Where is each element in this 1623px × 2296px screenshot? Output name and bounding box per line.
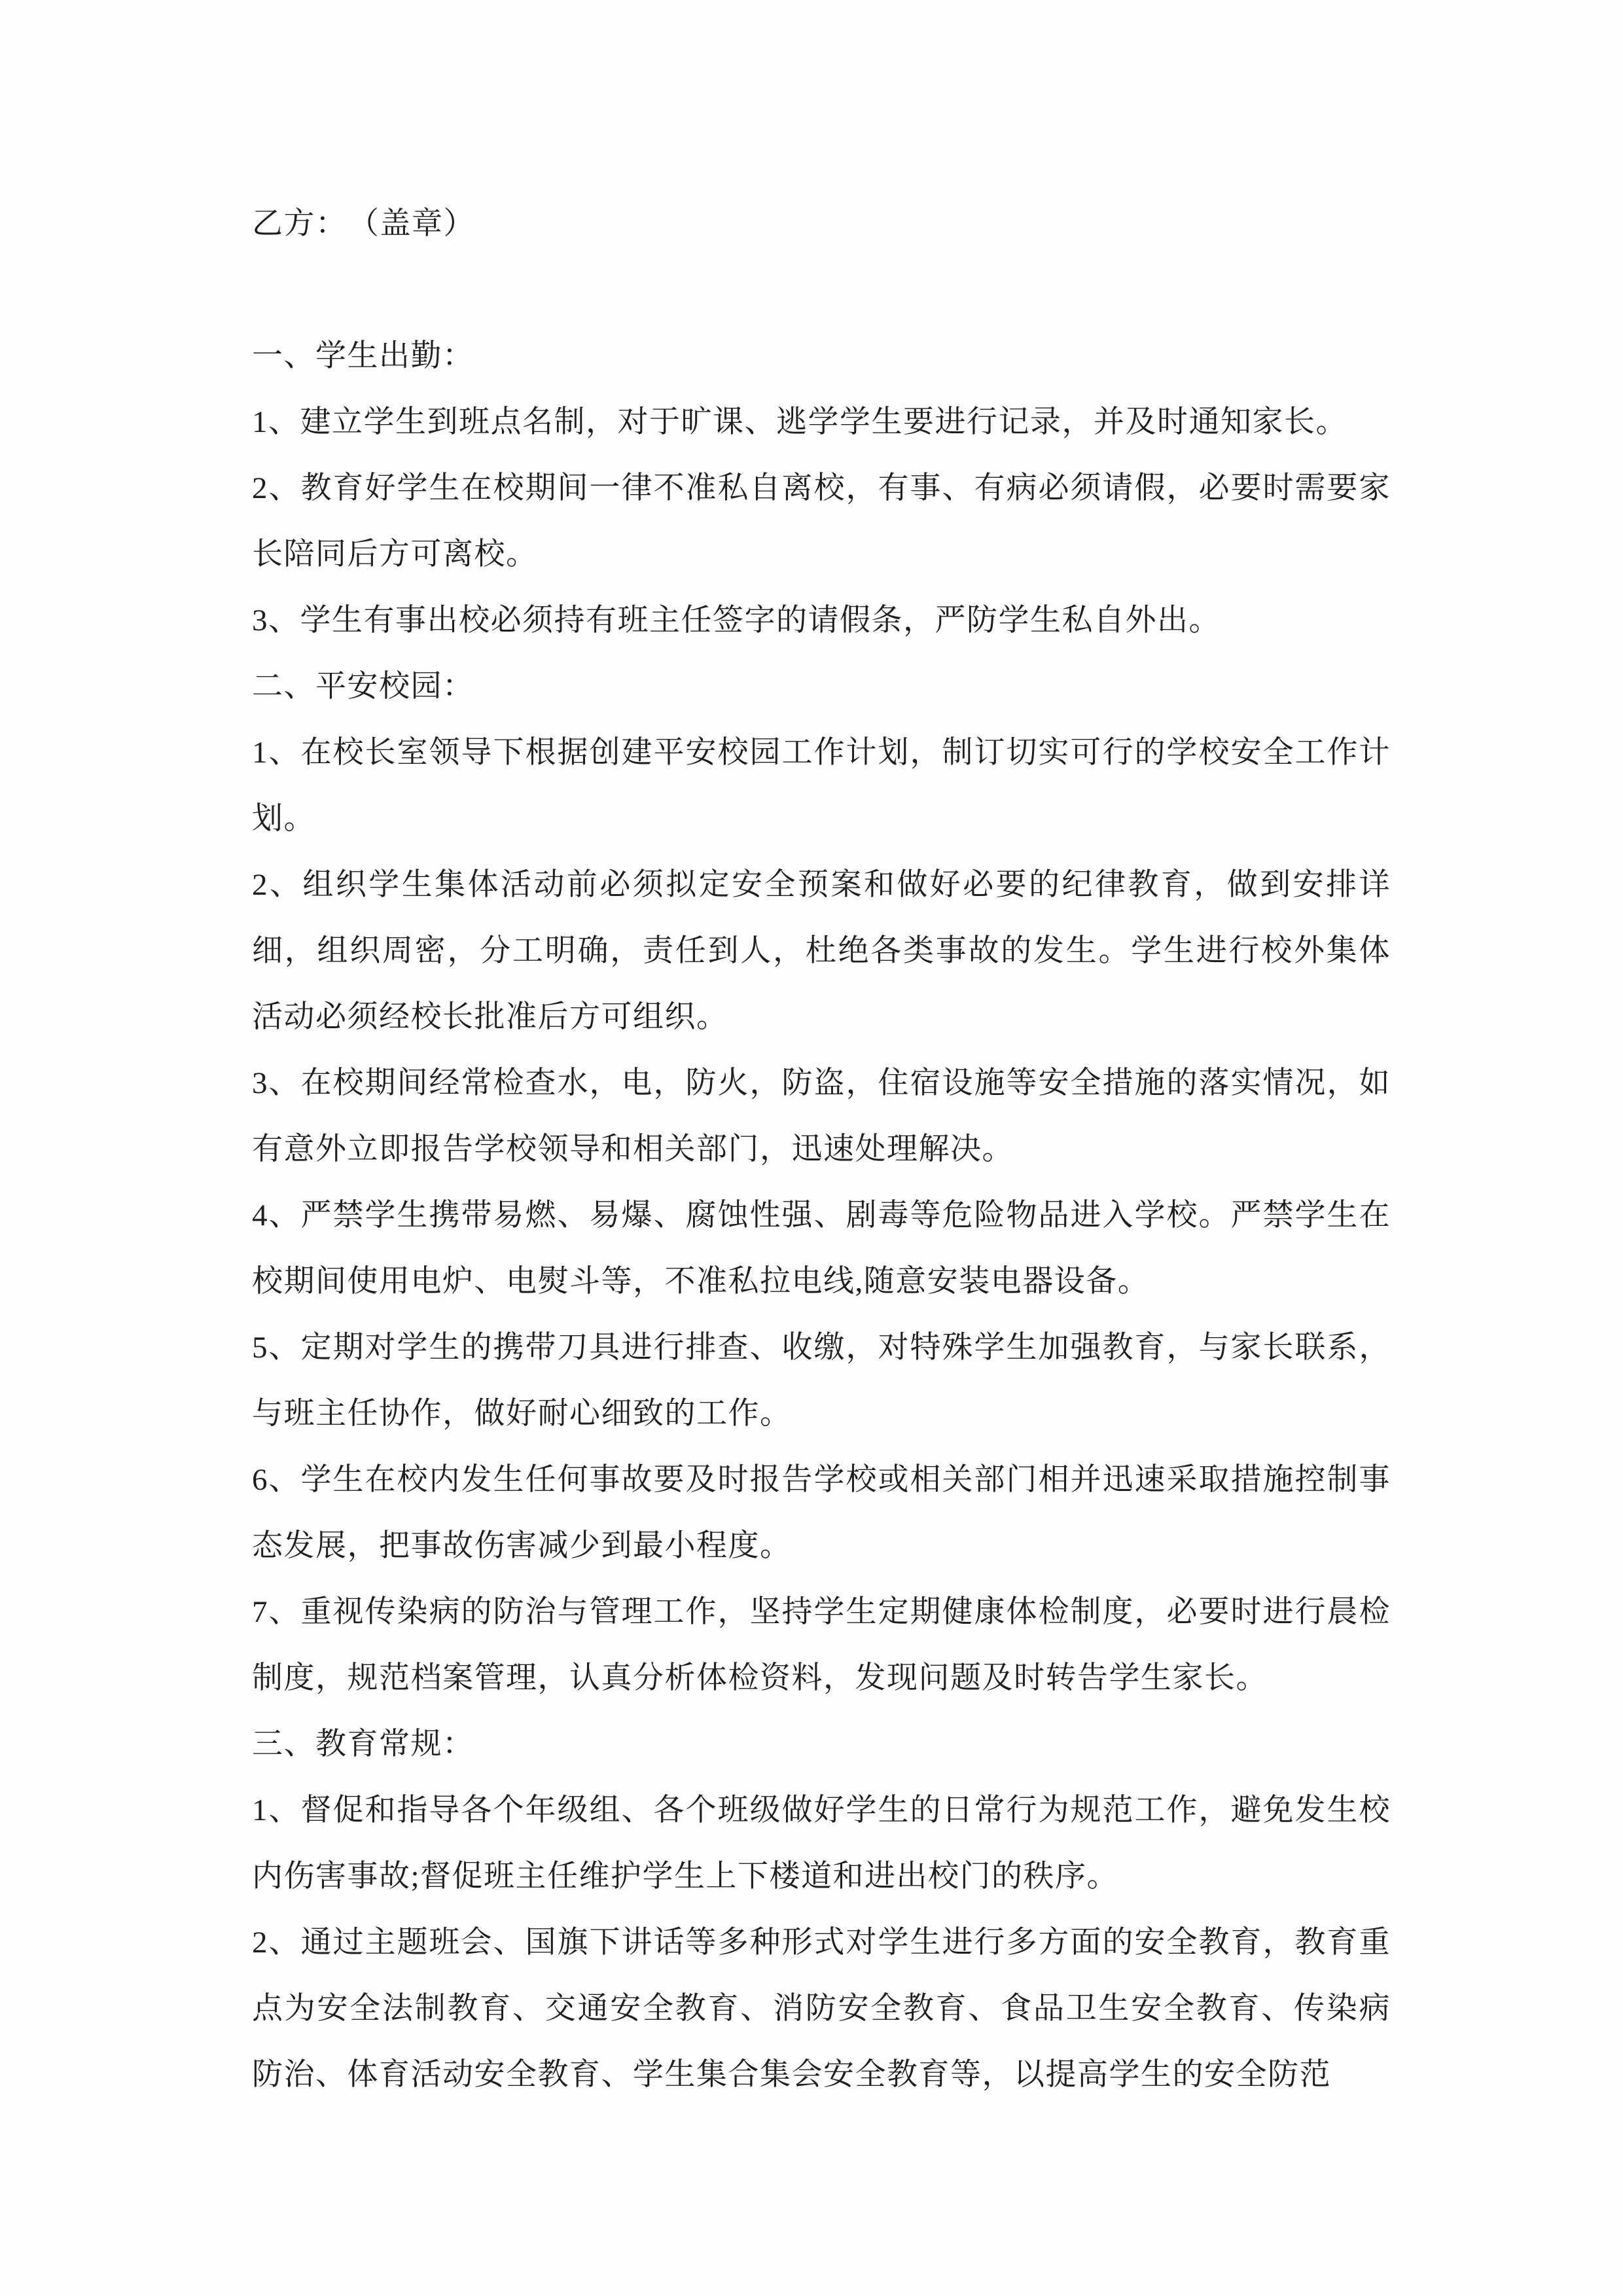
education-routine-item-1: 1、督促和指导各个年级组、各个班级做好学生的日常行为规范工作，避免发生校内伤害事故;督促班主任维护学生上下楼道和进出校门的秩序。 [252, 1793, 1391, 1893]
attendance-item-2: 2、教育好学生在校期间一律不准私自离校，有事、有病必须请假，必要时需要家长陪同后方可离校。 [252, 471, 1391, 571]
safe-campus-item-5: 5、定期对学生的携带刀具进行排查、收缴，对特殊学生加强教育，与家长联系，与班主任协作，做好耐心细致的工作。 [252, 1331, 1391, 1431]
safe-campus-item-6: 6、学生在校内发生任何事故要及时报告学校或相关部门相并迅速采取措施控制事态发展，把事故伤害减少到最小程度。 [252, 1463, 1391, 1563]
attendance-item-3: 3、学生有事出校必须持有班主任签字的请假条，严防学生私自外出。 [252, 603, 1221, 637]
education-routine-item-2: 2、通过主题班会、国旗下讲话等多种形式对学生进行多方面的安全教育，教育重点为安全法制教育、交通安全教育、消防安全教育、食品卫生安全教育、传染病防治、体育活动安全教育、学生集合集会安全教育等，以提高学生的安全防范 [252, 1926, 1391, 2092]
safe-campus-item-7: 7、重视传染病的防治与管理工作，坚持学生定期健康体检制度，必要时进行晨检制度，规范档案管理，认真分析体检资料，发现问题及时转告学生家长。 [252, 1595, 1391, 1695]
section-heading-safe-campus: 二、平安校园： [252, 670, 474, 704]
section-heading-attendance: 一、学生出勤： [252, 339, 474, 373]
blank-line [252, 257, 1391, 323]
party-b-seal-line: 乙方： （盖章） [252, 207, 475, 241]
section-heading-education-routine: 三、教育常规： [252, 1727, 474, 1761]
safe-campus-item-4: 4、严禁学生携带易燃、易爆、腐蚀性强、剧毒等危险物品进入学校。严禁学生在校期间使用电炉、电熨斗等，不准私拉电线,随意安装电器设备。 [252, 1198, 1391, 1299]
safe-campus-item-1: 1、在校长室领导下根据创建平安校园工作计划，制订切实可行的学校安全工作计划。 [252, 736, 1391, 836]
safe-campus-item-2: 2、组织学生集体活动前必须拟定安全预案和做好必要的纪律教育，做到安排详细，组织周密，分工明确，责任到人，杜绝各类事故的发生。学生进行校外集体活动必须经校长批准后方可组织。 [252, 868, 1391, 1034]
document-content [252, 191, 1391, 2108]
attendance-item-1: 1、建立学生到班点名制，对于旷课、逃学学生要进行记录，并及时通知家长。 [252, 405, 1347, 439]
safe-campus-item-3: 3、在校期间经常检查水，电，防火，防盗，住宿设施等安全措施的落实情况，如有意外立即报告学校领导和相关部门，迅速处理解决。 [252, 1066, 1391, 1166]
